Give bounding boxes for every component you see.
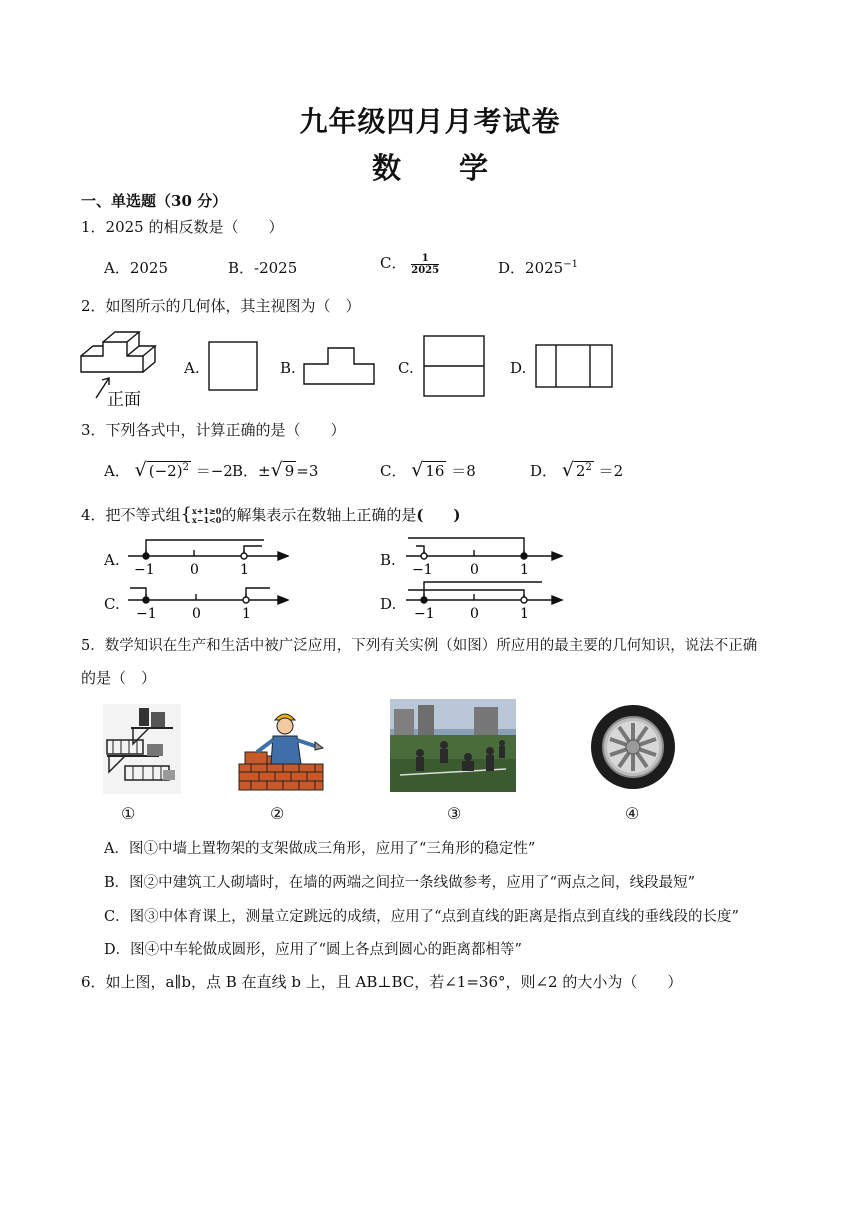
q1-option-d-base: 2025 [525, 259, 564, 277]
q5-option-b: B．图②中建筑工人砌墙时，在墙的两端之间拉一条线做参考，应用了“两点之间，线段最短” [104, 875, 695, 891]
q3-option-a-radicand-text: (−2) [148, 462, 183, 480]
q4-option-b-label: B. [380, 551, 396, 569]
exam-subject: 数 学 [371, 151, 488, 185]
open-dot [243, 597, 249, 603]
q3-option-a [104, 459, 233, 481]
q2-option-a-shape [207, 340, 259, 392]
q4-stem [81, 504, 461, 525]
q1-stem: 1．2025 的相反数是（ ） [81, 218, 284, 236]
tick-label-neg1: −1 [412, 562, 433, 578]
q5-caption-4: ④ [625, 804, 640, 823]
q3-option-b-radical-icon: √ [270, 459, 283, 481]
solid-top-right [139, 346, 155, 356]
axis-arrow-icon [552, 552, 562, 560]
q2-stem: 2．如图所示的几何体，其主视图为（ ） [81, 297, 361, 315]
q4-option-d-label: D. [380, 595, 397, 613]
q4-option-c-numberline [124, 580, 289, 622]
q3-option-a-radicand [147, 461, 191, 480]
q3-option-d-exponent: 2 [585, 462, 592, 473]
solid-right-side [143, 346, 155, 372]
axis-arrow-icon [552, 596, 562, 604]
open-dot [421, 553, 427, 559]
q4-inequality-1: x+1≥0 [192, 506, 222, 516]
q5-picture-bricklayer [235, 706, 325, 792]
q3-option-a-result: ＝−2 [195, 462, 233, 480]
q1-fraction-numerator: 1 [411, 253, 439, 265]
q2-front-label: 正面 [107, 390, 141, 410]
q2-option-d-label: D. [510, 359, 527, 377]
q4-option-c-label: C. [104, 595, 120, 613]
q5-picture-wheel [589, 703, 677, 791]
solid-block-side [127, 332, 139, 356]
q1-option-a: A．2025 [104, 259, 169, 277]
tick-label-neg1: −1 [134, 562, 155, 578]
tick-label-neg1: −1 [414, 606, 435, 622]
closed-dot [143, 597, 149, 603]
tick-label-1: 1 [242, 606, 251, 622]
tick-label-0: 0 [192, 606, 201, 622]
q3-option-c-result: ＝8 [451, 462, 476, 480]
q3-option-b-label: B． [232, 462, 259, 480]
q1-option-d-label: D． [498, 259, 526, 277]
tick-label-0: 0 [470, 562, 479, 578]
axis-arrow-icon [278, 552, 288, 560]
q3-option-d-radicand-text: 2 [575, 462, 586, 480]
q4-inequality-2: x−1<0 [192, 515, 222, 525]
q1-option-b: B．-2025 [228, 259, 298, 277]
tick-label-neg1: −1 [136, 606, 157, 622]
q4-option-a-label: A. [104, 551, 120, 569]
q3-option-b-radicand: 9 [284, 462, 295, 480]
q5-stem-line1: 5．数学知识在生产和生活中被广泛应用，下列有关实例（如图）所应用的最主要的几何知识，说法不正确 [81, 638, 758, 654]
solid-top-left [81, 346, 103, 356]
q2-option-b-shape [302, 346, 378, 386]
q3-option-a-exponent: 2 [182, 462, 189, 473]
q2-option-d-shape [534, 343, 614, 391]
q6-stem: 6．如上图，a∥b，点 B 在直线 b 上，且 AB⊥BC，若∠1=36°，则∠2 的大小为（ ） [81, 973, 683, 991]
axis-arrow-icon [278, 596, 288, 604]
q3-option-b-result: =3 [296, 462, 319, 480]
q2-option-a-label: A. [184, 359, 200, 377]
exam-title: 九年级四月月考试卷 [299, 105, 561, 138]
q3-option-d-result: ＝2 [598, 462, 624, 480]
q1-fraction-denominator: 2025 [411, 264, 440, 276]
section-heading: 一、单选题（30 分） [81, 192, 228, 210]
q2-option-c-shape [422, 334, 486, 400]
tick-label-1: 1 [520, 606, 529, 622]
q4-option-b-numberline [402, 534, 567, 578]
q3-option-c [380, 459, 476, 481]
q4-stem-suffix: 的解集表示在数轴上正确的是 [221, 506, 417, 524]
q5-picture-shelf [103, 704, 181, 794]
solid-top-block [103, 332, 139, 342]
q1-fraction [411, 253, 439, 276]
q4-inequality-system [192, 507, 221, 525]
q3-option-b [232, 459, 318, 481]
q5-picture-pe-class [390, 699, 516, 792]
closed-dot [521, 553, 527, 559]
q4-stem-paren: ( ) [416, 506, 461, 524]
q5-option-c: C．图③中体育课上，测量立定跳远的成绩，应用了“点到直线的距离是指点到直线的垂线段的长度” [104, 909, 739, 925]
q3-option-c-label: C． [380, 462, 407, 480]
q3-option-c-radical-icon: √ [411, 459, 424, 481]
closed-dot [143, 553, 149, 559]
q2-option-c-label: C. [398, 359, 414, 377]
q1-option-d-exponent: −1 [563, 259, 578, 270]
q2-option-b-label: B. [280, 359, 296, 377]
q4-option-d-numberline [402, 578, 567, 622]
q5-caption-3: ③ [447, 804, 462, 823]
q3-option-a-label: A． [104, 462, 130, 480]
tick-label-1: 1 [520, 562, 529, 578]
tick-label-0: 0 [470, 606, 479, 622]
q3-option-a-radical-icon: √ [134, 459, 147, 481]
q3-option-d-label: D． [530, 462, 558, 480]
q5-caption-2: ② [270, 804, 285, 823]
q4-option-a-numberline [124, 534, 289, 578]
q5-option-a: A．图①中墙上置物架的支架做成三角形，应用了“三角形的稳定性” [104, 841, 536, 857]
q1-option-c [380, 252, 439, 276]
q3-option-d [530, 459, 623, 481]
q3-option-d-radical-icon: √ [561, 459, 574, 481]
q5-option-d: D．图④中车轮做成圆形，应用了“圆上各点到圆心的距离都相等” [104, 942, 522, 958]
q3-stem: 3．下列各式中，计算正确的是（ ） [81, 421, 346, 439]
tick-label-0: 0 [190, 562, 199, 578]
tick-label-1: 1 [240, 562, 249, 578]
solid-front-face [81, 342, 143, 372]
q1-option-d [498, 257, 578, 278]
open-dot [241, 553, 247, 559]
q5-caption-1: ① [121, 804, 136, 823]
q1-option-c-label: C． [380, 254, 407, 272]
open-dot [521, 597, 527, 603]
q4-stem-prefix: 4．把不等式组 [81, 506, 181, 524]
q3-option-b-plusminus: ± [258, 462, 271, 480]
solution-ray-right [246, 588, 270, 600]
q5-stem-line2: 的是（ ） [81, 669, 157, 687]
closed-dot [421, 597, 427, 603]
q3-option-d-radicand [574, 461, 594, 480]
q4-brace-icon: { [180, 504, 192, 525]
q3-option-c-radicand: 16 [425, 462, 445, 480]
